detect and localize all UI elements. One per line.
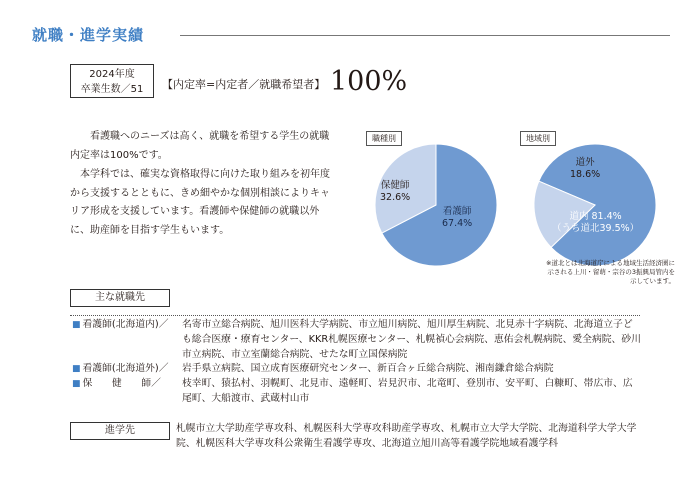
pie-label-hokenshi [380, 180, 410, 204]
employment-category: ■ 保 健 師／ [72, 378, 161, 389]
employment-rate-label: 【内定率=内定者／就職希望者】 [162, 78, 326, 91]
graduate-count-box [70, 64, 154, 98]
employment-category: ■ 看護師(北海道内)／ [72, 319, 169, 330]
employment-list: 岩手県立病院、国立成育医療研究センター、新百合ヶ丘総合病院、湘南鎌倉総合病院 [182, 363, 554, 374]
employment-list: 名寄市立総合病院、旭川医科大学病院、市立旭川病院、旭川厚生病院、北見赤十字病院、北海道立子ども総合医療・療育センター、KKR札幌医療センター、札幌禎心会病院、恵佑会札幌病院、愛全病院、砂川市立病院、市立室蘭総合病院、せたな町立国保病院 [182, 319, 641, 360]
square-marker-icon: ■ [72, 379, 81, 389]
employment-rate-value: 100% [330, 66, 408, 97]
grad-year: 2024年度 [89, 69, 135, 80]
pie-label-kangoshi [442, 206, 472, 230]
intro-paragraph-2: 本学科では、確実な資格取得に向けた取り組みを初年度から支援するとともに、きめ細やかな個別相談によりキャリア形成を支援しています。看護師や保健師の就職以外に、助産師を目指す学生もいます。 [70, 169, 330, 236]
slice-label: 道外 [575, 157, 595, 168]
pie-label-outside [570, 157, 600, 181]
grad-count: 卒業生数／51 [80, 84, 144, 95]
study-list: 札幌市立大学助産学専攻科、札幌医科大学専攻科助産学専攻、札幌市立大学大学院、北海道科学大学大学院、札幌医科大学専攻科公衆衛生看護学専攻、北海道立旭川高等看護学院地域看護学科 [176, 423, 637, 449]
employment-row-public-health-nurse [72, 376, 642, 406]
pie-job-slices [375, 144, 497, 266]
employment-category: ■ 看護師(北海道外)／ [72, 363, 169, 374]
square-marker-icon: ■ [72, 364, 81, 374]
slice-value: 32.6% [380, 192, 411, 203]
square-marker-icon: ■ [72, 320, 81, 330]
intro-paragraph-1: 看護職へのニーズは高く、就職を希望する学生の就職内定率は100%です。 [70, 131, 330, 161]
slice-label: 道内 [569, 211, 589, 222]
pie-label-inside [552, 211, 639, 235]
study-heading: 進学先 [70, 422, 170, 440]
slice-label: 保健師 [380, 180, 410, 191]
slice-label: 看護師 [442, 206, 472, 217]
page-title: 就職・進学実績 [32, 26, 145, 44]
chart-tag-region: 地域別 [520, 131, 556, 146]
employment-row-nurse-hokkaido [72, 317, 642, 362]
employment-row-nurse-outside [72, 361, 642, 377]
employment-list: 枝幸町、猿払村、羽幌町、北見市、遠軽町、岩見沢市、北竜町、登別市、安平町、白糠町、帯広市、広尾町、大船渡市、武蔵村山市 [182, 378, 633, 404]
slice-value: 81.4% [591, 211, 622, 222]
employment-heading: 主な就職先 [70, 289, 170, 307]
slice-value: 67.4% [442, 218, 473, 229]
slice-value: 18.6% [570, 169, 601, 180]
region-footnote: ※道北とは北海道庁による地域生活経済圏に示される上川・留萌・宗谷の3振興局管内を示しています。 [546, 259, 675, 285]
employment-divider [70, 315, 640, 316]
slice-sub: （うち道北39.5%） [552, 223, 640, 234]
pie-chart-job [366, 140, 506, 270]
title-divider [180, 35, 670, 36]
chart-tag-job: 職種別 [366, 131, 402, 146]
